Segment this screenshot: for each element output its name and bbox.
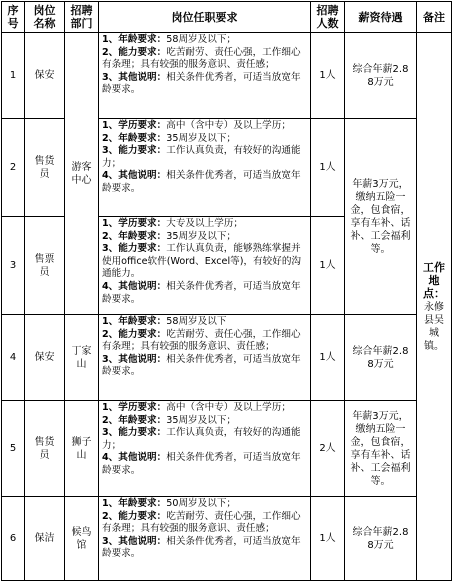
dept-merged: 游客中心: [65, 33, 99, 315]
salary-merged: 年薪3万元，缴纳五险一金，包食宿，享有车补、话补、工会福利等。: [345, 119, 417, 315]
salary-cell: 综合年薪2.88万元: [345, 315, 417, 401]
header-position: 岗位名称: [25, 2, 65, 33]
row-number: 2: [2, 119, 25, 217]
note-merged: 工作地点：永修县吴城镇。: [417, 33, 452, 581]
dept-cell: 候鸟馆: [65, 497, 99, 581]
dept-cell: 狮子山: [65, 401, 99, 497]
position-name: 售货员: [25, 119, 65, 217]
recruitment-table: [1, 1, 452, 581]
salary-cell: 综合年薪2.88万元: [345, 497, 417, 581]
requirements-cell: 1、学历要求：高中（含中专）及以上学历； 2、年龄要求：35周岁及以下； 3、能力要求：工作认真负责，有较好的沟通能力； 4、其他说明：相关条件优秀者，可适当放宽年龄要求。: [99, 119, 311, 217]
table-row: [2, 497, 452, 581]
header-requirements: 岗位任职要求: [99, 2, 311, 33]
hire-count: 2人: [311, 401, 345, 497]
requirements-cell: 1、学历要求：大专及以上学历； 2、年龄要求：35周岁及以下； 3、能力要求：工作认真负责，能够熟练掌握并使用office软件(Word、Excel等)，有较好的沟通能力。 4、其他说明：相关条件优秀者，可适当放宽年龄要求。: [99, 217, 311, 315]
row-number: 1: [2, 33, 25, 119]
salary-cell: 年薪3万元，缴纳五险一金，包食宿，享有车补、话补、工会福利等。: [345, 401, 417, 497]
table-row: [2, 33, 452, 119]
position-name: 售票员: [25, 217, 65, 315]
salary-cell: 综合年薪2.88万元: [345, 33, 417, 119]
dept-cell: 丁家山: [65, 315, 99, 401]
requirements-cell: 1、学历要求：高中（含中专）及以上学历； 2、年龄要求：35周岁及以下； 3、能力要求：工作认真负责，有较好的沟通能力； 4、其他说明：相关条件优秀者，可适当放宽年龄要求。: [99, 401, 311, 497]
requirements-cell: 1、年龄要求：50周岁及以下； 2、能力要求：吃苦耐劳、责任心强，工作细心有条理；具有较强的服务意识、责任感； 3、其他说明：相关条件优秀者，可适当放宽年龄要求。: [99, 497, 311, 581]
position-name: 售货员: [25, 401, 65, 497]
header-row: [2, 2, 452, 33]
row-number: 4: [2, 315, 25, 401]
table-row: [2, 401, 452, 497]
row-number: 5: [2, 401, 25, 497]
position-name: 保安: [25, 33, 65, 119]
row-number: 6: [2, 497, 25, 581]
header-dept: 招聘部门: [65, 2, 99, 33]
table-row: [2, 315, 452, 401]
header-salary: 薪资待遇: [345, 2, 417, 33]
hire-count: 1人: [311, 315, 345, 401]
hire-count: 1人: [311, 33, 345, 119]
header-no: 序号: [2, 2, 25, 33]
requirements-cell: 1、年龄要求：58周岁及以下 2、能力要求：吃苦耐劳、责任心强，工作细心有条理；具有较强的服务意识、责任感； 3、其他说明：相关条件优秀者，可适当放宽年龄要求。: [99, 315, 311, 401]
position-name: 保洁: [25, 497, 65, 581]
position-name: 保安: [25, 315, 65, 401]
hire-count: 1人: [311, 497, 345, 581]
header-count: 招聘人数: [311, 2, 345, 33]
header-note: 备注: [417, 2, 452, 33]
row-number: 3: [2, 217, 25, 315]
hire-count: 1人: [311, 217, 345, 315]
hire-count: 1人: [311, 119, 345, 217]
requirements-cell: 1、年龄要求：58周岁及以下； 2、能力要求：吃苦耐劳、责任心强，工作细心有条理；具有较强的服务意识、责任感； 3、其他说明：相关条件优秀者，可适当放宽年龄要求。: [99, 33, 311, 119]
